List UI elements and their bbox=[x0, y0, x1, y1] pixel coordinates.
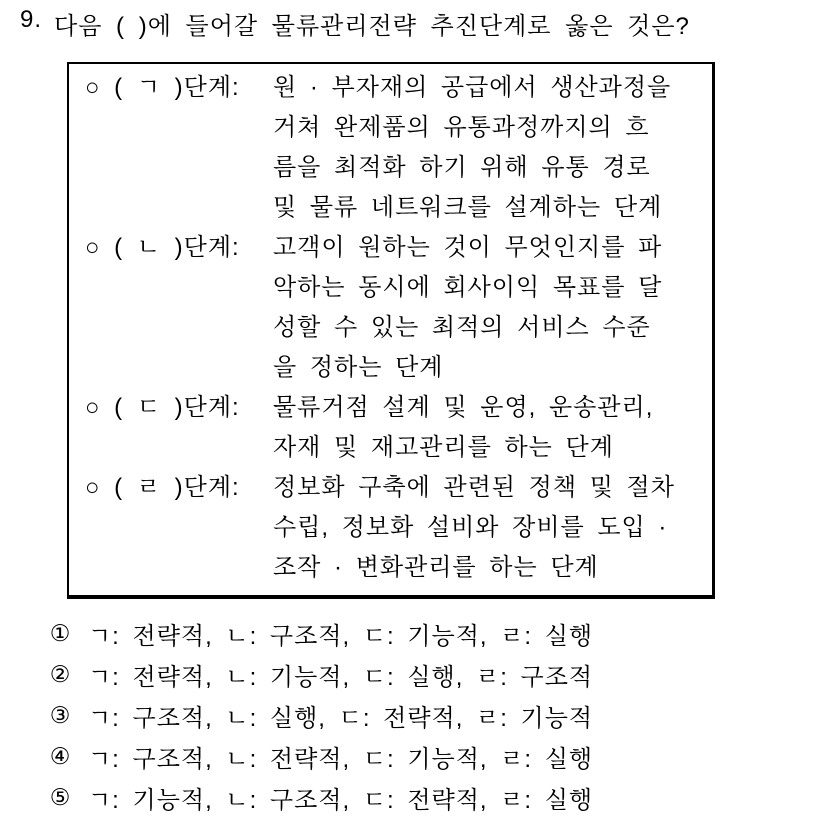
choice-4[interactable] bbox=[48, 736, 788, 777]
passage-line: 고객이 원하는 것이 무엇인지를 파 bbox=[273, 234, 663, 261]
passage-item-prefix bbox=[85, 468, 273, 508]
choice-4-marker: ④ bbox=[49, 743, 71, 769]
choice-5[interactable] bbox=[48, 777, 788, 816]
passage-item-lines bbox=[273, 228, 712, 388]
passage-line: 및 물류 네트워크를 설계하는 단계 bbox=[273, 194, 663, 221]
passage-line: 정보화 구축에 관련된 정책 및 절차 bbox=[273, 474, 675, 501]
passage-line: 조작 · 변화관리를 하는 단계 bbox=[273, 554, 599, 581]
choice-3[interactable] bbox=[48, 695, 788, 736]
passage-item-lines bbox=[273, 388, 712, 468]
bullet-circle-icon: ○ bbox=[85, 234, 101, 261]
passage-line: 자재 및 재고관리를 하는 단계 bbox=[273, 434, 614, 461]
passage-item-digeut bbox=[85, 388, 712, 468]
question-heading bbox=[20, 6, 690, 41]
answer-choices bbox=[48, 613, 788, 816]
question-text: 다음 ( )에 들어갈 물류관리전략 추진단계로 옳은 것은? bbox=[54, 13, 690, 40]
passage-item-label: ( ㄱ )단계: bbox=[114, 74, 240, 101]
passage-item-rieul bbox=[85, 468, 712, 588]
passage-line: 원 · 부자재의 공급에서 생산과정을 bbox=[273, 74, 672, 101]
passage-item-label: ( ㄹ )단계: bbox=[114, 474, 240, 501]
passage-line: 성할 수 있는 최적의 서비스 수준 bbox=[273, 314, 651, 341]
passage-line: 물류거점 설계 및 운영, 운송관리, bbox=[273, 394, 654, 421]
passage-item-nieun bbox=[85, 228, 712, 388]
choice-1-marker: ① bbox=[49, 620, 71, 646]
choice-3-text: ㄱ: 구조적, ㄴ: 실행, ㄷ: 전략적, ㄹ: 기능적 bbox=[88, 705, 594, 732]
passage-item-lines bbox=[273, 468, 712, 588]
passage-item-giyeok bbox=[85, 68, 712, 228]
passage-box bbox=[67, 62, 715, 599]
passage-item-prefix bbox=[85, 68, 273, 108]
choice-5-text: ㄱ: 기능적, ㄴ: 구조적, ㄷ: 전략적, ㄹ: 실행 bbox=[88, 787, 594, 814]
choice-3-marker: ③ bbox=[49, 702, 71, 728]
choice-2[interactable] bbox=[48, 654, 788, 695]
choice-1-text: ㄱ: 전략적, ㄴ: 구조적, ㄷ: 기능적, ㄹ: 실행 bbox=[88, 623, 594, 650]
question-number: 9. bbox=[20, 6, 43, 33]
passage-line: 수립, 정보화 설비와 장비를 도입 · bbox=[273, 514, 668, 541]
choice-2-text: ㄱ: 전략적, ㄴ: 기능적, ㄷ: 실행, ㄹ: 구조적 bbox=[88, 664, 594, 691]
bullet-circle-icon: ○ bbox=[85, 74, 101, 101]
choice-5-marker: ⑤ bbox=[49, 784, 71, 810]
choice-1[interactable] bbox=[48, 613, 788, 654]
bullet-circle-icon: ○ bbox=[85, 394, 101, 421]
passage-line: 악하는 동시에 회사이익 목표를 달 bbox=[273, 274, 663, 301]
passage-item-prefix bbox=[85, 388, 273, 428]
passage-item-label: ( ㄷ )단계: bbox=[114, 394, 240, 421]
passage-line: 거쳐 완제품의 유통과정까지의 흐 bbox=[273, 114, 650, 141]
passage-line: 을 정하는 단계 bbox=[273, 354, 444, 381]
passage-item-label: ( ㄴ )단계: bbox=[114, 234, 240, 261]
choice-2-marker: ② bbox=[49, 661, 71, 687]
choice-4-text: ㄱ: 구조적, ㄴ: 전략적, ㄷ: 기능적, ㄹ: 실행 bbox=[88, 746, 594, 773]
passage-item-lines bbox=[273, 68, 712, 228]
passage-line: 름을 최적화 하기 위해 유통 경로 bbox=[273, 154, 651, 181]
passage-item-prefix bbox=[85, 228, 273, 268]
bullet-circle-icon: ○ bbox=[85, 474, 101, 501]
